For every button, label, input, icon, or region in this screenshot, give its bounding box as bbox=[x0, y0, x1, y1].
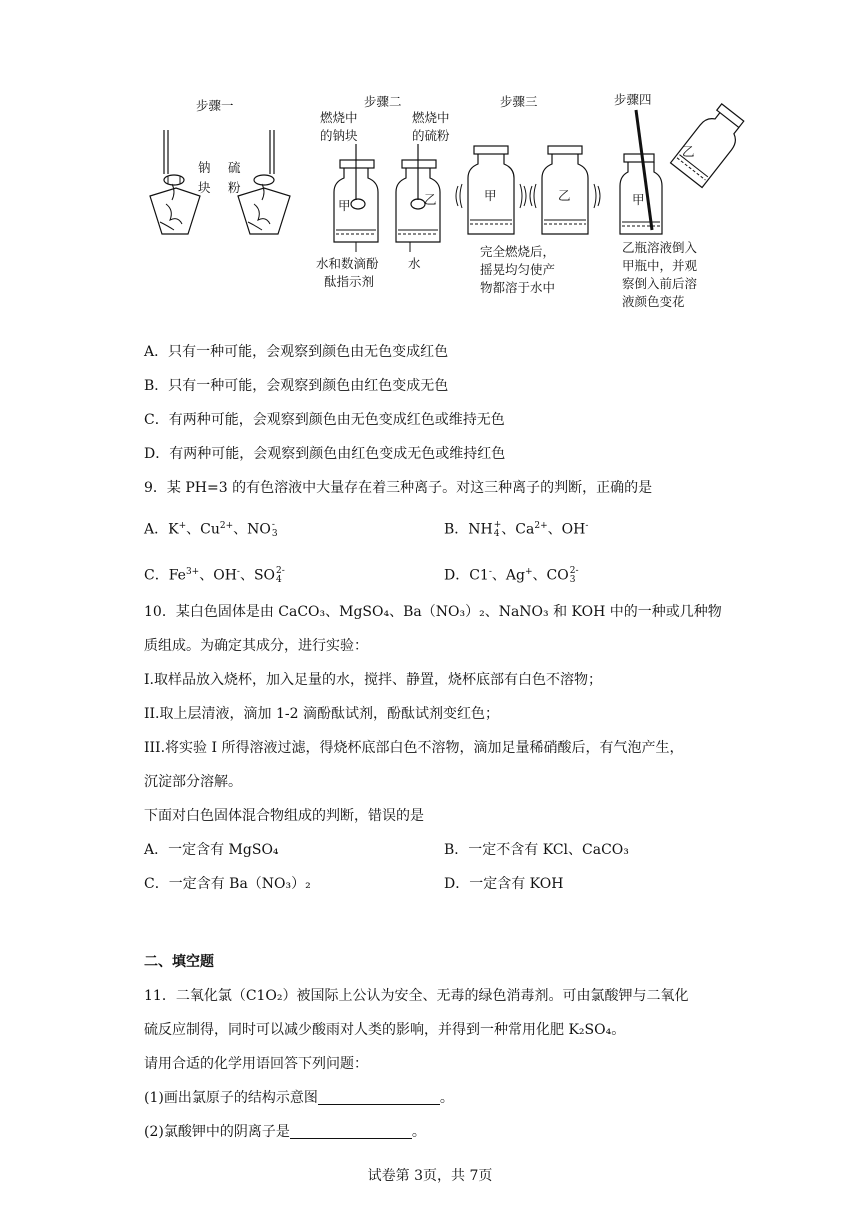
q11-part-2: (2)氯酸钾中的阴离子是 。 bbox=[144, 1124, 426, 1140]
step4-note-4: 液颜色变花 bbox=[622, 294, 685, 309]
q10-question: 下面对白色固体混合物组成的判断，错误的是 bbox=[144, 808, 424, 824]
q9-stem: 9．某 PH=3 的有色溶液中大量存在着三种离子。对这三种离子的判断，正确的是 bbox=[144, 480, 653, 496]
q11-stem-1: 11．二氧化氯（C1O₂）被国际上公认为安全、无毒的绿色消毒剂。可由氯酸钾与二氧化 bbox=[144, 988, 689, 1004]
step2-label: 步骤二 bbox=[364, 94, 402, 109]
step4-note-3: 察倒入前后溶 bbox=[622, 276, 698, 291]
water-label: 水 bbox=[408, 256, 421, 271]
step3-label: 步骤三 bbox=[500, 94, 538, 109]
q10-option-a: A．一定含有 MgSO₄ bbox=[144, 842, 279, 858]
q10-option-d: D．一定含有 KOH bbox=[444, 876, 564, 892]
jia-label-step2: 甲 bbox=[338, 198, 351, 213]
section-title: 二、填空题 bbox=[144, 954, 214, 970]
q8-option-d: D．有两种可能，会观察到颜色由红色变成无色或维持红色 bbox=[144, 446, 506, 462]
q8-option-b: B．只有一种可能，会观察到颜色由红色变成无色 bbox=[144, 378, 449, 394]
na-label-1: 钠 bbox=[198, 160, 211, 175]
water-phenol-2: 酞指示剂 bbox=[324, 274, 375, 289]
step1-label: 步骤一 bbox=[196, 98, 234, 113]
burning-na-1: 燃烧中 bbox=[320, 110, 358, 125]
q8-option-c: C．有两种可能，会观察到颜色由无色变成红色或维持无色 bbox=[144, 412, 505, 428]
step3-note-3: 物都溶于水中 bbox=[480, 280, 556, 295]
q9-option-c: C．$Fe^{3+}$、OH-、SO 2- 4 bbox=[144, 565, 285, 585]
q9-option-b: B．NH + 4 、$Ca^{2+}$、OH- bbox=[444, 519, 589, 539]
q10-exp-2: II.取上层清液，滴加 1-2 滴酚酞试剂，酚酞试剂变红色； bbox=[144, 706, 499, 722]
q9-option-d: D．C1-、Ag+、CO 2- 3 bbox=[444, 565, 579, 585]
step4-note-1: 乙瓶溶液倒入 bbox=[622, 240, 698, 255]
step3-note-1: 完全燃烧后， bbox=[480, 244, 556, 259]
q10-stem-2: 质组成。为确定其成分，进行实验： bbox=[144, 638, 368, 654]
s-label-1: 硫 bbox=[228, 160, 241, 175]
water-phenol-1: 水和数滴酚 bbox=[316, 256, 379, 271]
q10-exp-3-line-1: III.将实验 I 所得溶液过滤，得烧杯底部白色不溶物，滴加足量稀硝酸后，有气泡产生， bbox=[144, 740, 684, 756]
na-label-2: 块 bbox=[198, 180, 211, 195]
jia-label-step4: 甲 bbox=[632, 192, 645, 207]
step4-note-2: 甲瓶中，并观 bbox=[622, 258, 698, 273]
burning-s-1: 燃烧中 bbox=[412, 110, 450, 125]
q10-exp-3-line-2: 沉淀部分溶解。 bbox=[144, 774, 242, 790]
jia-label-step3: 甲 bbox=[484, 188, 497, 203]
yi-label-step4: 乙 bbox=[682, 144, 695, 159]
experiment-figure bbox=[130, 84, 750, 334]
q10-option-b: B．一定不含有 KCl、CaCO₃ bbox=[444, 842, 629, 858]
q8-option-a: A．只有一种可能，会观察到颜色由无色变成红色 bbox=[144, 344, 449, 360]
answer-blank-1[interactable] bbox=[318, 1090, 440, 1105]
s-label-2: 粉 bbox=[228, 180, 241, 195]
step4-label: 步骤四 bbox=[614, 92, 652, 107]
page-footer: 试卷第 3页，共 7页 bbox=[367, 1168, 493, 1184]
yi-label-step3: 乙 bbox=[558, 188, 571, 203]
q10-exp-1: I.取样品放入烧杯，加入足量的水，搅拌、静置，烧杯底部有白色不溶物； bbox=[144, 672, 602, 688]
q11-stem-2: 硫反应制得，同时可以减少酸雨对人类的影响，并得到一种常用化肥 K₂SO₄。 bbox=[144, 1022, 626, 1038]
step3-note-2: 摇晃均匀使产 bbox=[480, 262, 556, 277]
q9-option-a: A．K+、$Cu^{2+}$、NO - 3 bbox=[144, 519, 278, 539]
yi-label-step2: 乙 bbox=[424, 192, 437, 207]
q10-stem-1: 10．某白色固体是由 CaCO₃、MgSO₄、Ba（NO₃）₂、NaNO₃ 和 KOH 中的一种或几种物 bbox=[144, 604, 722, 620]
burning-s-2: 的硫粉 bbox=[412, 128, 450, 143]
experiment-diagram bbox=[130, 84, 750, 334]
answer-blank-2[interactable] bbox=[290, 1124, 412, 1139]
q10-option-c: C．一定含有 Ba（NO₃）₂ bbox=[144, 876, 311, 892]
q11-part-1: (1)画出氯原子的结构示意图 。 bbox=[144, 1090, 454, 1106]
burning-na-2: 的钠块 bbox=[320, 128, 358, 143]
q11-prompt: 请用合适的化学用语回答下列问题： bbox=[144, 1056, 368, 1072]
